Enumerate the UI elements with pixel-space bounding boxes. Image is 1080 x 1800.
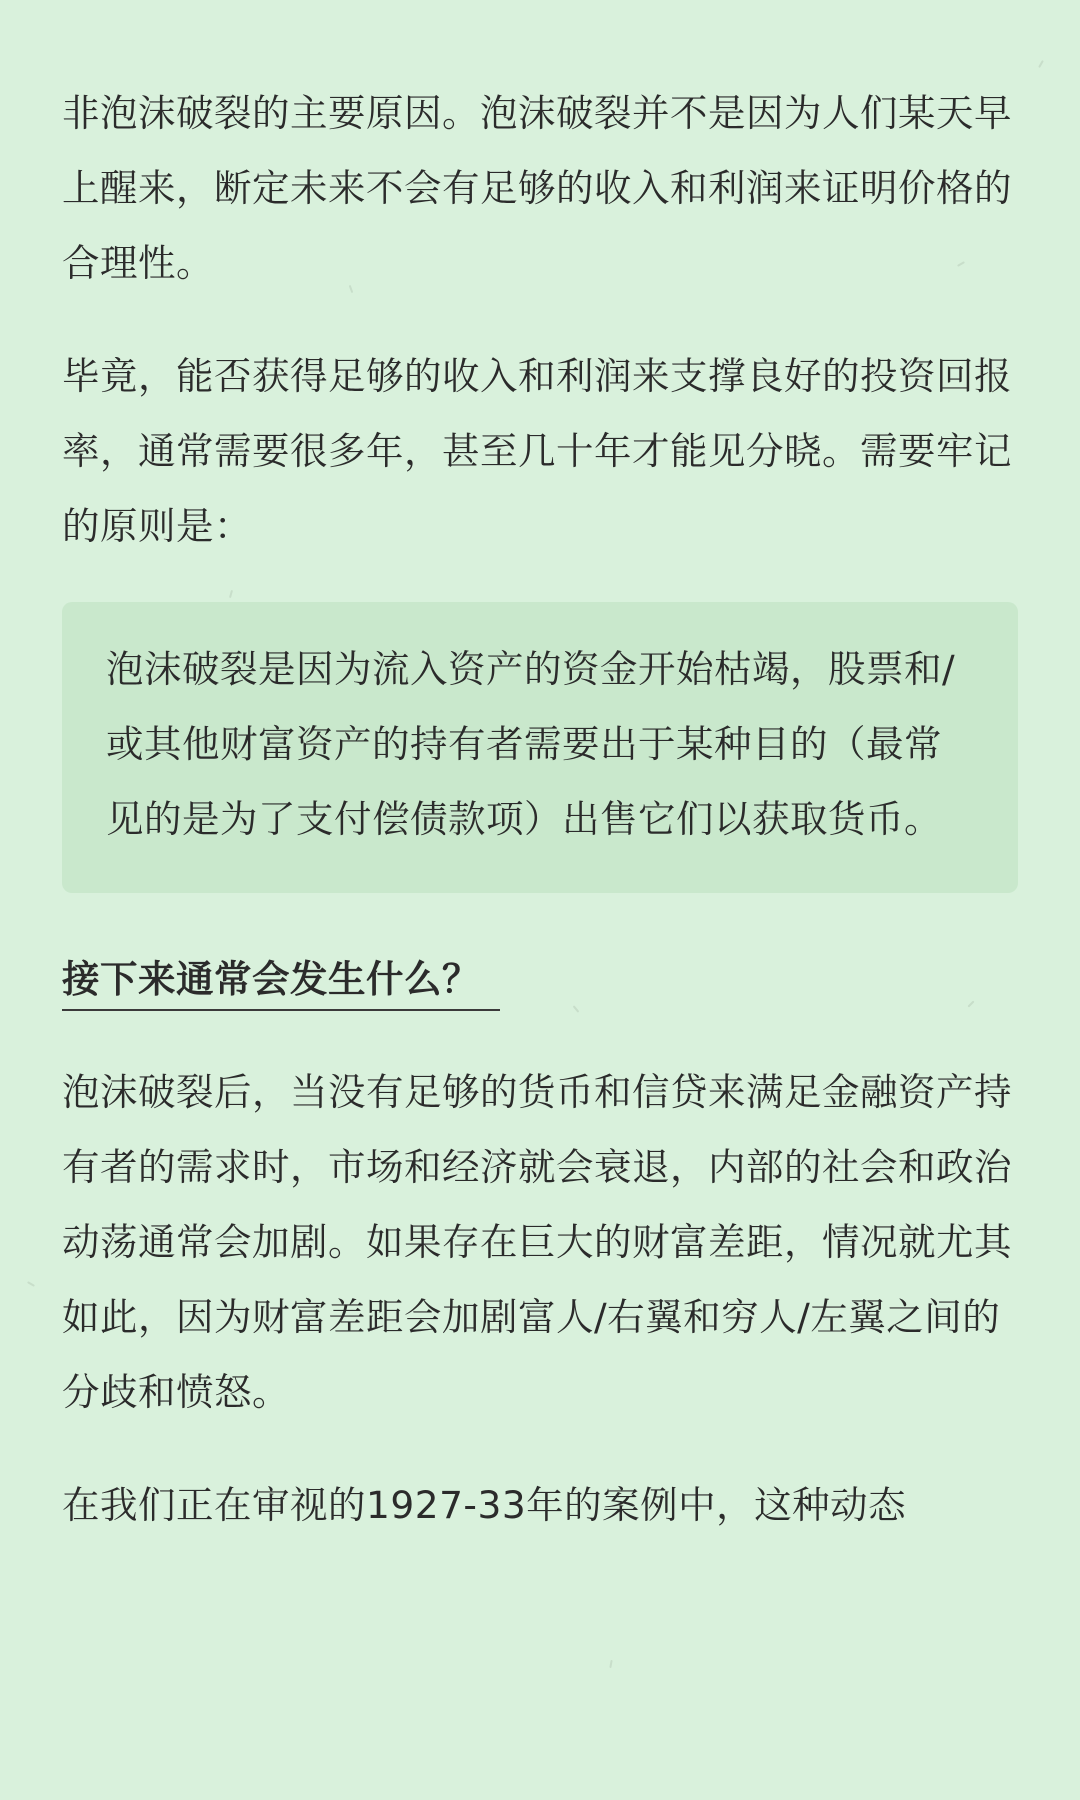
paragraph-3: 泡沫破裂后，当没有足够的货币和信贷来满足金融资产持有者的需求时，市场和经济就会衰退，内部的社会和政治动荡通常会加剧。如果存在巨大的财富差距，情况就尤其如此，因为财富差距会加剧富人/右翼和穷人/左翼之间的分歧和愤怒。 (62, 1070, 1012, 1414)
section-heading: 接下来通常会发生什么？ (62, 949, 500, 1011)
paragraph-1: 非泡沫破裂的主要原因。泡沫破裂并不是因为人们某天早上醒来，断定未来不会有足够的收入和利润来证明价格的合理性。 (62, 91, 1012, 285)
paragraph-2: 毕竟，能否获得足够的收入和利润来支撑良好的投资回报率，通常需要很多年，甚至几十年才能见分晓。需要牢记的原则是： (62, 354, 1012, 548)
quote-text: 泡沫破裂是因为流入资产的资金开始枯竭，股票和/或其他财富资产的持有者需要出于某种目的（最常见的是为了支付偿债款项）出售它们以获取货币。 (106, 647, 956, 841)
highlight-quote-block (62, 602, 1018, 893)
section-heading-wrap (62, 949, 1018, 1011)
paragraph-4: 在我们正在审视的1927-33年的案例中，这种动态 (62, 1483, 907, 1527)
